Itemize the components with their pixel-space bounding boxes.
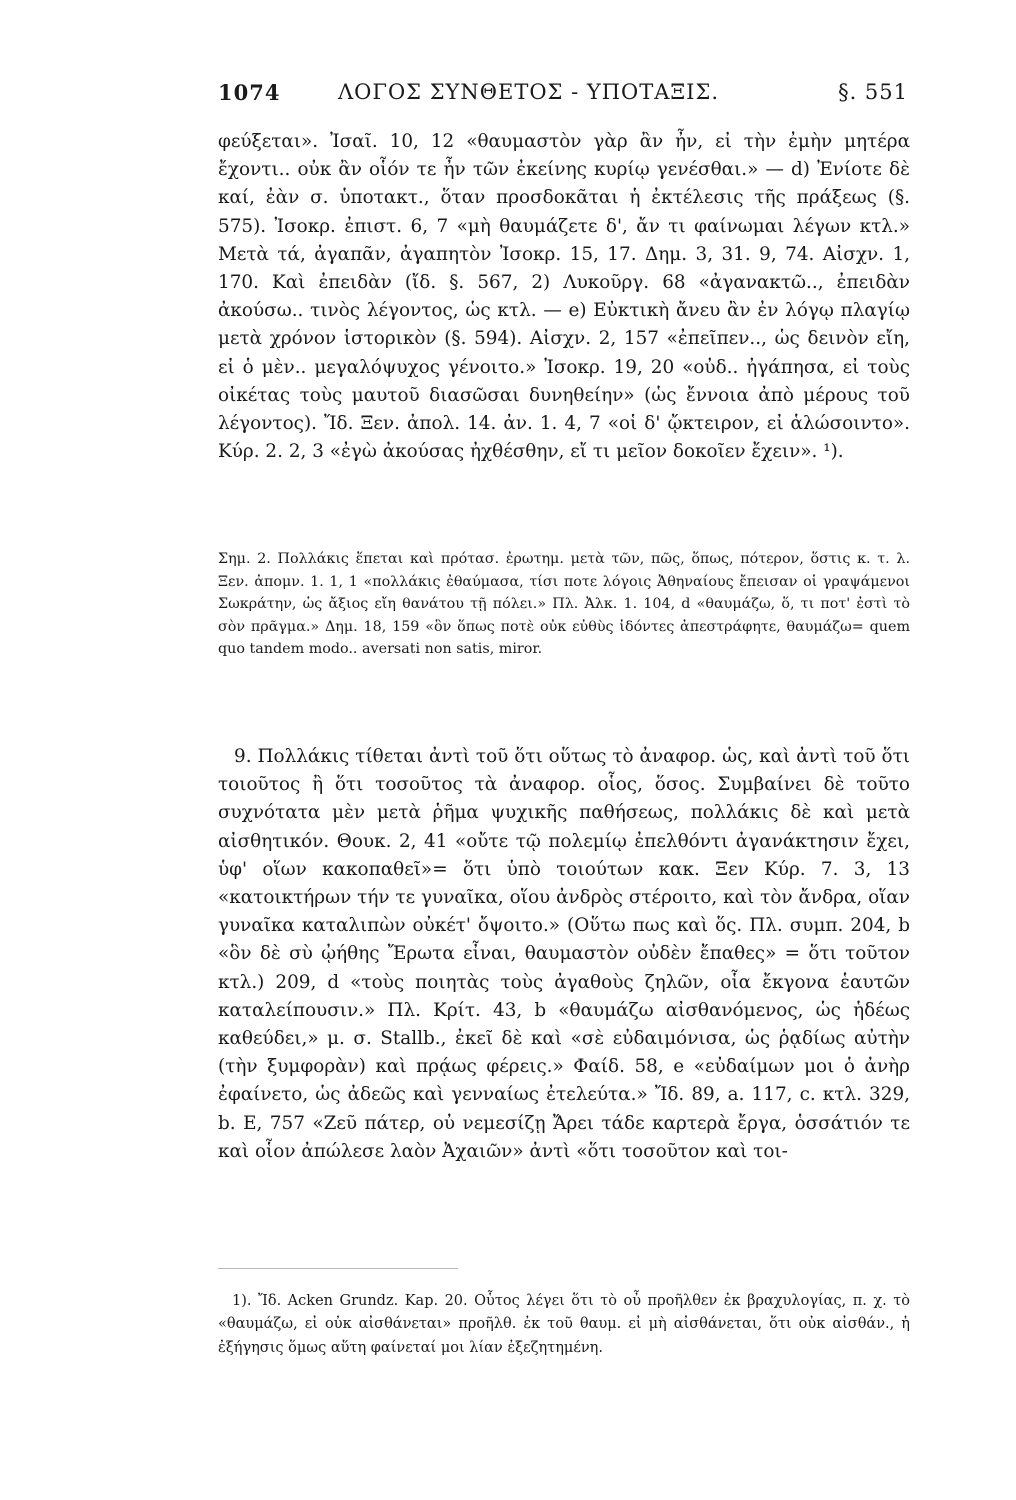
footnote-text: 1). Ἴδ. Acken Grundz. Kap. 20. Οὗτος λέγει ὅτι τὸ οὖ προῆλθεν ἐκ βραχυλογίας, π. χ. τὸ «θαυμάζω, εἰ οὐκ αἰσθάνεται» προῆλθ. ἐκ τοῦ θαυμ. εἰ μὴ αἰσθάνεται, ὅτι οὐκ αἰσθάν., ἡ ἐξήγησις ὅμως αὕτη φαίνεταί μοι λίαν ἐξεζητημένη. bbox=[218, 1293, 910, 1356]
page-number: 1074 bbox=[218, 80, 281, 105]
running-title: ΛΟΓΟΣ ΣΥΝΘΕΤΟΣ - ΥΠΟΤΑΞΙΣ. bbox=[338, 80, 720, 104]
main-paragraph: φεύξεται». Ἰσαῖ. 10, 12 «θαυμαστὸν γὰρ ἂν ἦν, εἰ τὴν ἐμὴν μητέρα ἔχοντι.. οὐκ ἂν οἷόν τε ἦν τῶν ἐκείνης κυρίῳ γενέσθαι.» — d) Ἐνίοτε δὲ καί, ἐὰν σ. ὑποτακτ., ὅταν προσδοκᾶται ἡ ἐκτέλεσις τῆς πράξεως (§. 575). Ἰσοκρ. ἐπιστ. 6, 7 «μὴ θαυμάζετε δ', ἄν τι φαίνωμαι λέγων κτλ.» Μετὰ τά, ἀγαπᾶν, ἀγαπητὸν Ἰσοκρ. 15, 17. Δημ. 3, 31. 9, 74. Αἰσχν. 1, 170. Καὶ ἐπειδὰν (ἴδ. §. 567, 2) Λυκοῦργ. 68 «ἀγανακτῶ.., ἐπειδὰν ἀκούσω.. τινὸς λέγοντος, ὡς κτλ. — e) Εὐκτικὴ ἄνευ ἂν ἐν λόγῳ πλαγίῳ μετὰ χρόνον ἱστορικὸν (§. 594). Αἰσχν. 2, 157 «ἐπεῖπεν.., ὡς δεινὸν εἴη, εἰ ὁ μὲν.. μεγαλόψυχος γένοιτο.» Ἰσοκρ. 19, 20 «οὐδ.. ἠγάπησα, εἰ τοὺς οἰκέτας τοὺς μαυτοῦ διασῶσαι δυνηθείην» (ὡς ἔννοια ἀπὸ μέρους τοῦ λέγοντος). Ἴδ. Ξεν. ἀπολ. 14. ἀν. 1. 4, 7 «οἱ δ' ᾤκτειρον, εἰ ἁλώσοιντο». Κύρ. 2. 2, 3 «ἐγὼ ἀκούσας ἠχθέσθην, εἴ τι μεῖον δοκοῖεν ἔχειν». ¹). bbox=[218, 131, 910, 463]
paragraph-9-block bbox=[218, 743, 910, 1166]
section-number: §. 551 bbox=[838, 80, 908, 104]
paragraph-9: 9. Πολλάκις τίθεται ἀντὶ τοῦ ὅτι οὕτως τὸ ἀναφορ. ὡς, καὶ ἀντὶ τοῦ ὅτι τοιοῦτος ἢ ὅτι τοσοῦτος τὰ ἀναφορ. οἷος, ὅσος. Συμβαίνει δὲ τοῦτο συχνότατα μὲν μετὰ ῥῆμα ψυχικῆς παθήσεως, πολλάκις δὲ καὶ μετὰ αἰσθητικόν. Θουκ. 2, 41 «οὔτε τῷ πολεμίῳ ἐπελθόντι ἀγανάκτησιν ἔχει, ὑφ' οἵων κακοπαθεῖ»= ὅτι ὑπὸ τοιούτων κακ. Ξεν Κύρ. 7. 3, 13 «κατοικτήρων τήν τε γυναῖκα, οἵου ἀνδρὸς στέροιτο, καὶ τὸν ἄνδρα, οἵαν γυναῖκα καταλιπὼν οὐκέτ' ὄψοιτο.» (Οὕτω πως καὶ ὅς. Πλ. συμπ. 204, b «ὃν δὲ σὺ ᾠήθης Ἔρωτα εἶναι, θαυμαστὸν οὐδὲν ἔπαθες» = ὅτι τοῦτον κτλ.) 209, d «τοὺς ποιητὰς τοὺς ἀγαθοὺς ζηλῶν, οἷα ἔκγονα ἑαυτῶν καταλείπουσιν.» Πλ. Κρίτ. 43, b «θαυμάζω αἰσθανόμενος, ὡς ἡδέως καθεύδει,» μ. σ. Stallb., ἐκεῖ δὲ καὶ «σὲ εὐδαιμόνισα, ὡς ῥᾳδίως αὐτὴν (τὴν ξυμφορὰν) καὶ πρᾴως φέρεις.» Φαίδ. 58, e «εὐδαίμων μοι ὁ ἀνὴρ ἐφαίνετο, ὡς ἀδεῶς καὶ γενναίως ἐτελεύτα.» Ἴδ. 89, a. 117, c. κτλ. 329, b. E, 757 «Ζεῦ πάτερ, οὐ νεμεσίζῃ Ἄρει τάδε καρτερὰ ἔργα, ὁσσάτιόν τε καὶ οἷον ἀπώλεσε λαὸν Ἀχαιῶν» ἀντὶ «ὅτι τοσοῦτον καὶ τοι- bbox=[218, 746, 910, 1162]
main-text-block bbox=[218, 128, 910, 466]
note-paragraph: Σημ. 2. Πολλάκις ἕπεται καὶ πρότασ. ἐρωτημ. μετὰ τῶν, πῶς, ὅπως, πότερον, ὅστις κ. τ. λ. Ξεν. ἀπομν. 1. 1, 1 «πολλάκις ἐθαύμασα, τίσι ποτε λόγοις Ἀθηναίους ἔπεισαν οἱ γραψάμενοι Σωκράτην, ὡς ἄξιος εἴη θανάτου τῇ πόλει.» Πλ. Ἀλκ. 1. 104, d «θαυμάζω, ὅ, τι ποτ' ἐστὶ τὸ σὸν πρᾶγμα.» Δημ. 18, 159 «ὃν ὅπως ποτὲ οὐκ εὐθὺς ἰδόντες ἀπεστράφητε, θαυμάζω= quem quo tandem modo.. aversati non satis, miror. bbox=[218, 551, 910, 658]
note-block bbox=[218, 548, 910, 661]
footnote-block bbox=[218, 1290, 910, 1360]
footnote-divider bbox=[218, 1268, 458, 1269]
running-header bbox=[218, 70, 908, 110]
